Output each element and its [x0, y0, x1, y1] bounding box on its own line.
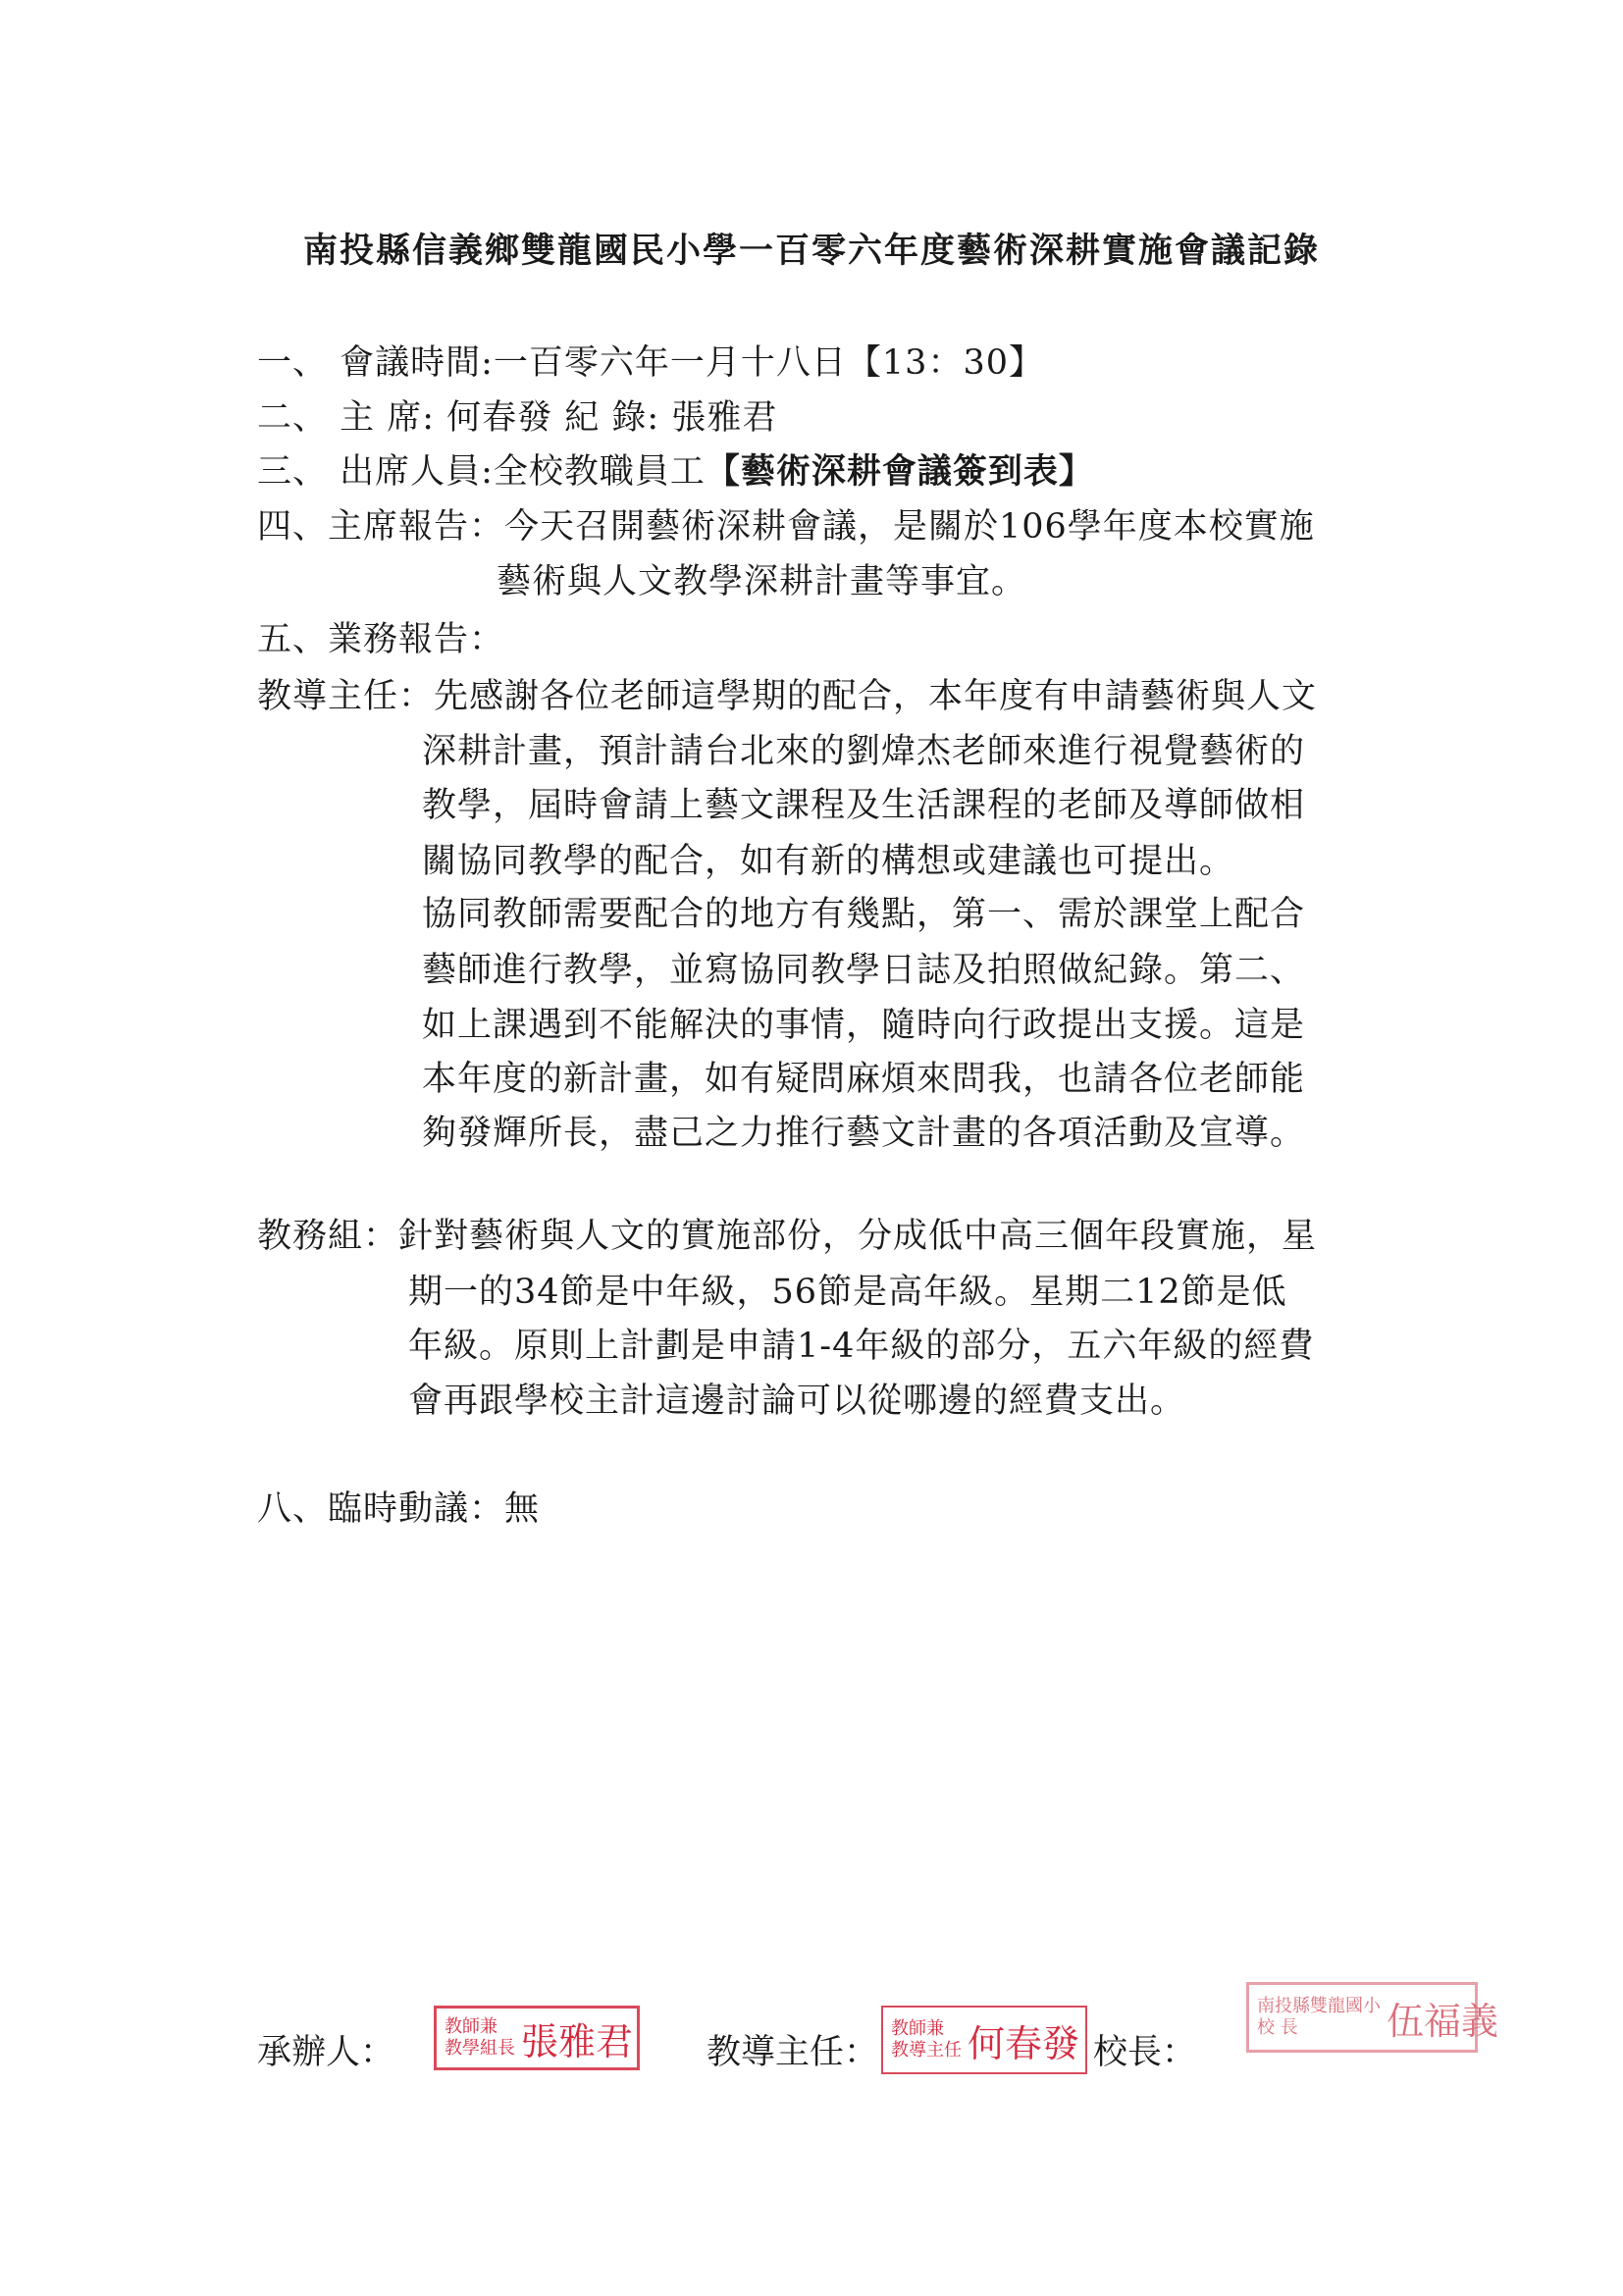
- chair-report-line-2: 藝術與人文教學深耕計畫等事宜。: [497, 562, 1027, 601]
- director-report-line-1: 教導主任：先感謝各位老師這學期的配合，本年度有申請藝術與人文: [257, 677, 1318, 716]
- principal-label: 校長：: [1093, 2033, 1197, 2072]
- extempore-motions: 八、臨時動議：無: [257, 1489, 541, 1529]
- academic-report-line-1: 教務組：針對藝術與人文的實施部份，分成低中高三個年段實施，星: [257, 1217, 1318, 1256]
- director-report-line-3: 教學，屆時會請上藝文課程及生活課程的老師及導師做相: [422, 786, 1306, 825]
- director-report-line-5: 協同教師需要配合的地方有幾點，第一、需於課堂上配合: [422, 895, 1306, 934]
- attendees-sign-in-sheet: 【藝術深耕會議簽到表】: [705, 451, 1094, 492]
- director-report-line-8: 本年度的新計畫，如有疑問麻煩來問我，也請各位老師能: [422, 1060, 1306, 1099]
- attendees-prefix: 三、 出席人員:全校教職員工: [257, 452, 706, 492]
- academic-report-line-2: 期一的34節是中年級，56節是高年級。星期二12節是低: [408, 1273, 1287, 1312]
- meeting-time: 一、 會議時間:一百零六年一月十八日【13：30】: [257, 343, 1044, 383]
- director-report-line-9: 夠發輝所長，盡己之力推行藝文計畫的各項活動及宣導。: [422, 1114, 1306, 1153]
- chair-and-recorder: 二、 主 席: 何春發 紀 錄: 張雅君: [257, 398, 778, 438]
- director-report-line-7: 如上課遇到不能解決的事情，隨時向行政提出支援。這是: [422, 1006, 1306, 1045]
- principal-seal: 南投縣雙龍國小 校 長 伍福義: [1246, 1982, 1478, 2053]
- director-report-line-4: 關協同教學的配合，如有新的構想或建議也可提出。: [422, 842, 1235, 881]
- chair-report-line-1: 四、主席報告：今天召開藝術深耕會議，是關於106學年度本校實施: [257, 507, 1315, 547]
- organizer-label: 承辦人：: [257, 2033, 395, 2072]
- director-seal: 教師兼 教導主任 何春發: [881, 2006, 1087, 2074]
- document-title: 南投縣信義鄉雙龍國民小學一百零六年度藝術深耕實施會議記錄: [302, 231, 1320, 271]
- business-report-heading: 五、業務報告：: [257, 620, 505, 659]
- director-label: 教導主任：: [707, 2033, 879, 2072]
- academic-report-line-4: 會再跟學校主計這邊討論可以從哪邊的經費支出。: [408, 1382, 1186, 1421]
- director-report-line-2: 深耕計畫，預計請台北來的劉煒杰老師來進行視覺藝術的: [422, 732, 1306, 771]
- academic-report-line-3: 年級。原則上計劃是申請1-4年級的部分，五六年級的經費: [408, 1327, 1315, 1366]
- attendees: [257, 444, 1094, 494]
- organizer-seal: 教師兼 教學組長 張雅君: [434, 2006, 640, 2070]
- director-report-line-6: 藝師進行教學，並寫協同教學日誌及拍照做紀錄。第二、: [422, 951, 1306, 990]
